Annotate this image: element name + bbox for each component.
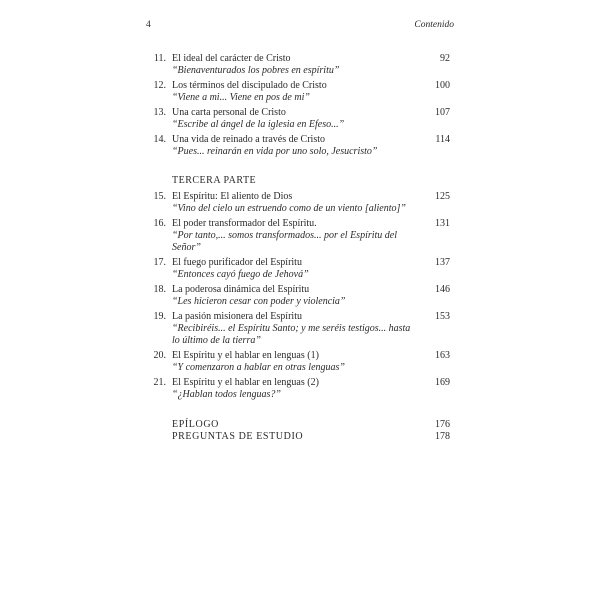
chapter-page: 125 [435,191,450,202]
chapter-title: El Espíritu y el hablar en lenguas (1) [172,350,319,361]
back-matter-study-questions [146,431,450,443]
chapter-page: 100 [435,80,450,91]
chapter-number: 19. [153,311,166,322]
back-matter [146,419,450,443]
chapter-page: 137 [435,257,450,268]
page-number: 4 [146,20,151,30]
chapter-quote: “Escribe al ángel de la iglesia en Efeso...” [172,119,345,130]
chapter-quote: “¿Hablan todos lenguas?” [172,389,281,400]
page-header [146,20,454,34]
chapter-title: El Espíritu y el hablar en lenguas (2) [172,377,319,388]
toc-entry-17 [146,257,450,281]
chapter-title: Una vida de reinado a través de Cristo [172,134,326,145]
chapter-page: 169 [435,377,450,388]
chapter-number: 14. [153,134,166,145]
chapter-page: 146 [435,284,450,295]
chapter-number: 12. [153,80,166,91]
toc-entry-12 [146,80,450,104]
chapter-page: 92 [440,53,450,64]
chapter-quote: “Les hicieron cesar con poder y violencia” [172,296,346,307]
chapter-number: 16. [153,218,166,229]
chapter-quote: “Vino del cielo un estruendo como de un viento [aliento]” [172,203,406,214]
chapter-number: 11. [153,53,166,64]
chapter-quote: “Entonces cayó fuego de Jehová” [172,269,309,280]
part-heading: TERCERA PARTE [172,175,257,186]
back-matter-epilogue [146,419,450,431]
chapter-number: 20. [153,350,166,361]
chapter-page: 163 [435,350,450,361]
chapter-number: 15. [153,191,166,202]
chapter-title: La poderosa dinámica del Espíritu [172,284,310,295]
chapter-title: Una carta personal de Cristo [172,107,286,118]
chapter-page: 114 [435,134,450,145]
back-matter-label: PREGUNTAS DE ESTUDIO [172,431,304,442]
chapter-quote: “Recibiréis... el Espíritu Santo; y me seréis testigos... hasta lo último de la tierra” [172,323,411,346]
running-title: Contenido [414,20,454,30]
chapter-quote: “Viene a mi... Viene en pos de mi” [172,92,310,103]
chapter-page: 153 [435,311,450,322]
toc-entry-14 [146,134,450,158]
chapter-page: 131 [435,218,450,229]
back-matter-page: 178 [435,431,450,442]
chapter-number: 13. [153,107,166,118]
toc-entry-18 [146,284,450,308]
chapter-number: 21. [153,377,166,388]
chapter-quote: “Bienaventurados los pobres en espíritu” [172,65,340,76]
back-matter-page: 176 [435,419,450,430]
chapter-title: El ideal del carácter de Cristo [172,53,291,64]
toc-entry-16 [146,218,450,254]
chapter-title: El Espíritu: El aliento de Dios [172,191,293,202]
chapter-quote: “Por tanto,... somos transformados... por el Espíritu del Señor” [172,230,398,253]
chapter-title: El fuego purificador del Espíritu [172,257,302,268]
back-matter-label: EPÍLOGO [172,419,219,430]
chapter-title: El poder transformador del Espíritu. [172,218,317,229]
toc-entry-11 [146,53,450,77]
toc-entry-15 [146,191,450,215]
chapter-number: 18. [153,284,166,295]
toc-entry-13 [146,107,450,131]
chapter-number: 17. [153,257,166,268]
chapter-title: Los términos del discipulado de Cristo [172,80,327,91]
chapter-title: La pasión misionera del Espíritu [172,311,302,322]
chapter-page: 107 [435,107,450,118]
toc-entry-20 [146,350,450,374]
toc-entry-19 [146,311,450,347]
toc-entry-21 [146,377,450,401]
chapter-quote: “Y comenzaron a hablar en otras lenguas” [172,362,345,373]
table-of-contents [146,53,450,443]
chapter-quote: “Pues... reinarán en vida por uno solo, Jesucristo” [172,146,378,157]
